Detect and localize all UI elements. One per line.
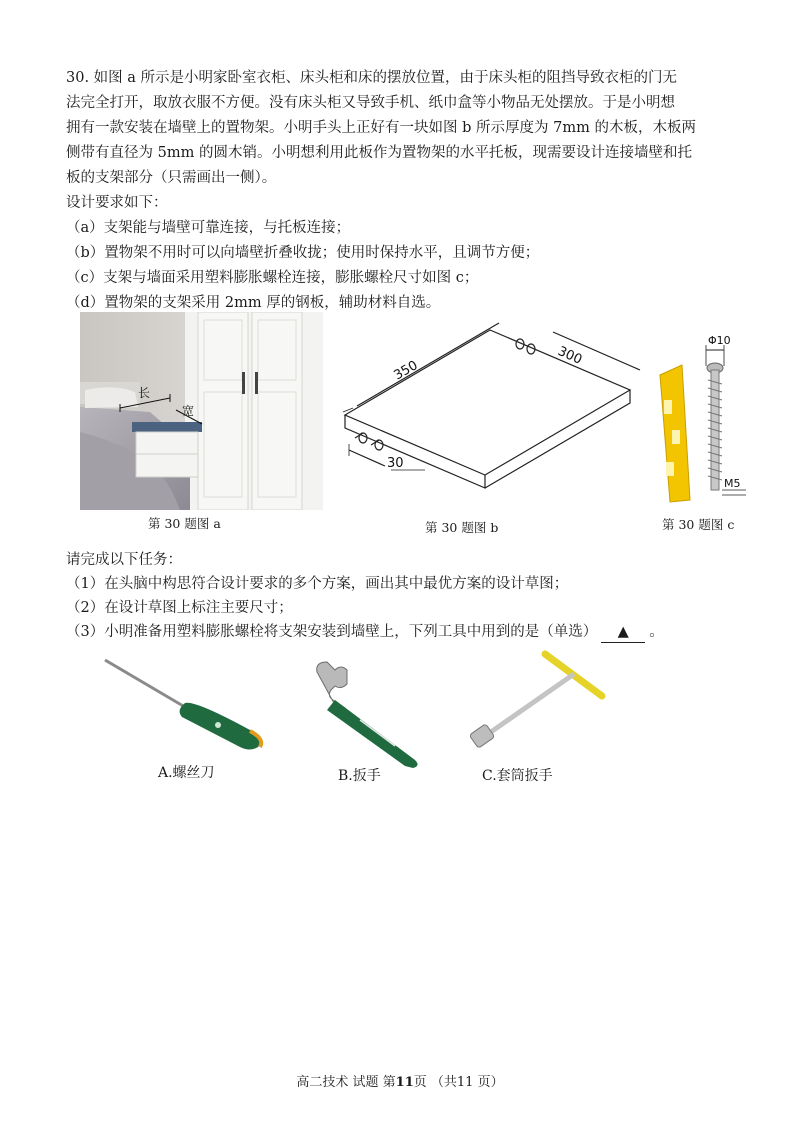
figure-b-dim-300: 300 [555,343,585,368]
figure-a-length-label: 长 [138,386,151,400]
question-line: 板的支架部分（只需画出一侧）。 [66,170,277,186]
requirement-b: （b）置物架不用时可以向墙壁折叠收拢；使用时保持水平，且调节方便； [66,245,540,261]
tasks-title: 请完成以下任务： [66,552,182,568]
requirement-c: （c）支架与墙面采用塑料膨胀螺栓连接，膨胀螺栓尺寸如图 c； [66,270,479,286]
footer-page: 11 [395,1075,414,1090]
requirements-title: 设计要求如下： [66,195,168,211]
page-footer [0,1071,800,1090]
figure-a-photo [80,312,323,510]
tool-b-label: B.扳手 [338,768,381,784]
figure-b-dim-30: 30 [387,456,404,471]
task-3-text: （3）小明准备用塑料膨胀螺栓将支架安装到墙壁上，下列工具中用到的是（单选） [66,624,598,640]
socket-wrench-image [470,648,610,758]
footer-suffix: 页） [473,1075,504,1090]
task-3-suffix: 。 [649,624,664,640]
tool-c-label: C.套筒扳手 [482,768,553,784]
task-1: （1）在头脑中构思符合设计要求的多个方案，画出其中最优方案的设计草图； [66,576,569,592]
question-line: 30. 如图 a 所示是小明家卧室衣柜、床头柜和床的摆放位置，由于床头柜的阻挡导致衣柜的门无 [66,70,678,86]
figure-b-caption: 第 30 题图 b [425,520,499,535]
task-3 [66,622,664,643]
figure-a-width-label: 宽 [182,404,195,418]
task-2: （2）在设计草图上标注主要尺寸； [66,600,293,616]
requirement-d: （d）置物架的支架采用 2mm 厚的钢板，辅助材料自选。 [66,295,441,311]
figure-c-dim-diameter: Φ10 [708,334,731,347]
requirement-a: （a）支架能与墙壁可靠连接，与托板连接； [66,220,351,236]
question-text [66,68,696,318]
wrench-image [305,660,425,770]
figure-c-dim-m5: M5 [724,477,741,490]
figure-b-board-drawing [335,320,645,510]
question-line: 法完全打开，取放衣服不方便。没有床头柜又导致手机、纸巾盒等小物品无处摆放。于是小明想 [66,95,675,111]
footer-total: 11 [456,1075,474,1090]
tool-a-label: A.螺丝刀 [158,765,215,781]
answer-blank[interactable] [601,622,645,643]
footer-prefix: 高二技术 试题 第 [296,1075,396,1090]
footer-mid: 页 （共 [413,1075,457,1090]
question-line: 侧带有直径为 5mm 的圆木销。小明想利用此板作为置物架的水平托板，现需要设计连接墙壁和托 [66,145,692,161]
screwdriver-image [100,655,270,755]
question-line: 拥有一款安装在墙壁上的置物架。小明手头上正好有一块如图 b 所示厚度为 7mm 的木板，木板两 [66,120,696,136]
figure-b-dim-350: 350 [391,358,421,384]
answer-mark: ▲ [617,624,629,640]
figure-c-expansion-bolt [650,330,750,510]
figure-c-caption: 第 30 题图 c [662,517,735,532]
figure-a-caption: 第 30 题图 a [148,516,221,531]
